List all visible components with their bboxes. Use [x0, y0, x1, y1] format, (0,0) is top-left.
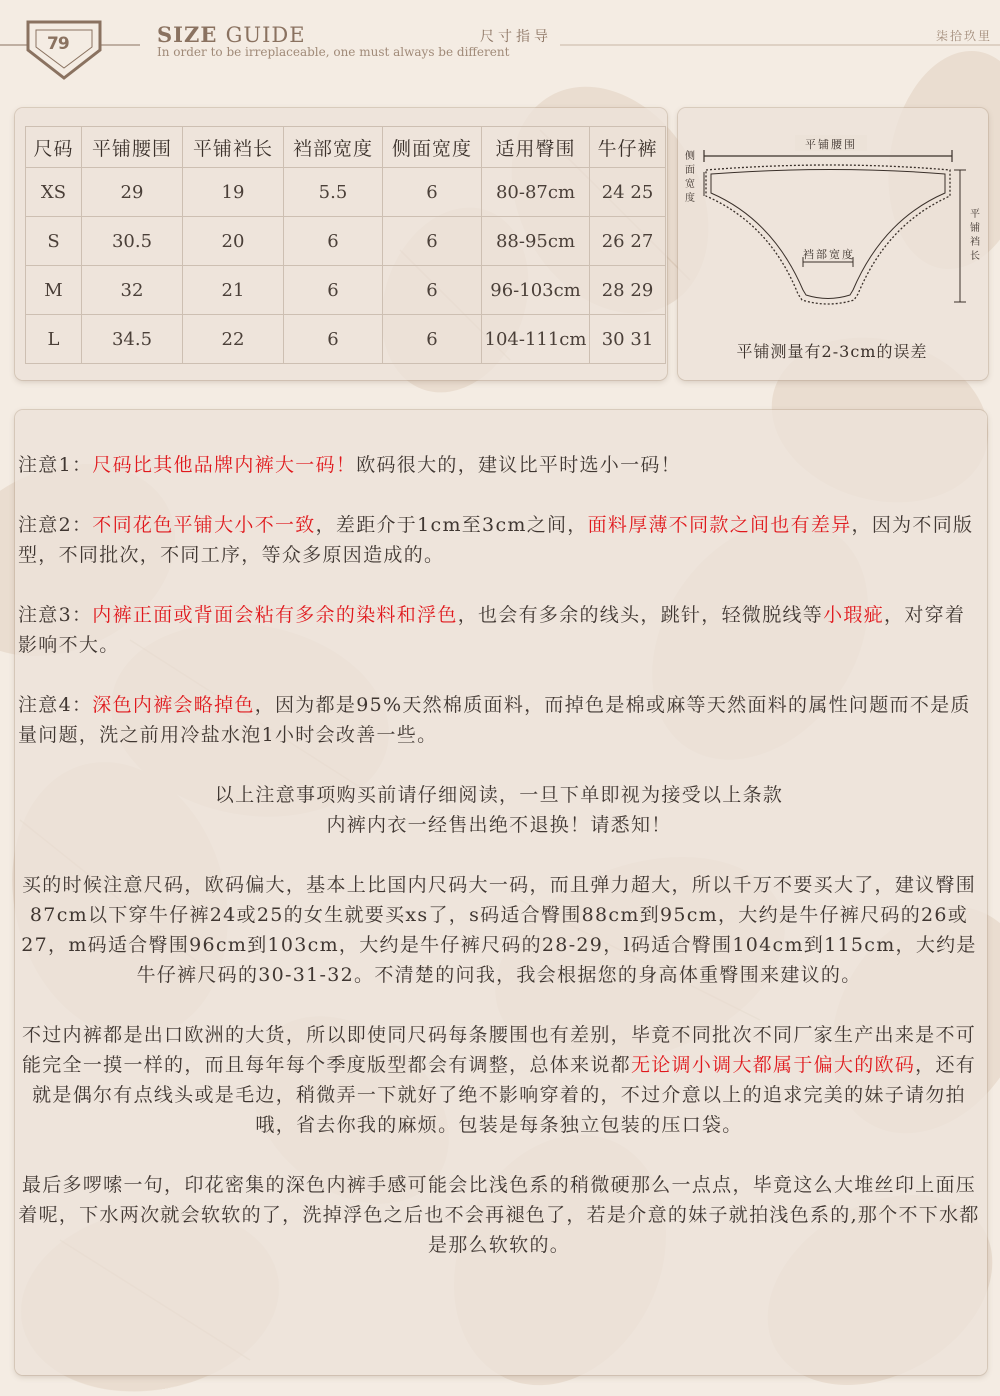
table-cell: 26 27: [590, 217, 666, 266]
note-text: ，对穿着影响不大。: [18, 604, 966, 656]
table-cell: 20: [183, 217, 284, 266]
header-cell: 平铺腰围: [82, 127, 183, 168]
note-text: 以上注意事项购买前请仔细阅读，一旦下单即视为接受以上条款: [214, 784, 784, 806]
header-cell: 平铺裆长: [183, 127, 284, 168]
waist-label: 平铺腰围: [805, 138, 857, 151]
table-cell: 28 29: [590, 266, 666, 315]
note-text: 内裤内衣一经售出绝不退换！请悉知！: [326, 814, 672, 836]
table-cell: 29: [82, 168, 183, 217]
note-text: 不过内裤都是出口欧洲的大货，所以即使同尺码每条腰围也有差别，毕竟不同批次不同厂家生产出来是不可能完全一摸一样的，而且每年每个季度版型都会有调整，总体来说都: [21, 1024, 977, 1076]
table-cell: 6: [383, 315, 482, 364]
table-cell: 30 31: [590, 315, 666, 364]
final-note: [18, 1170, 980, 1260]
side-label-2: 面: [685, 165, 695, 176]
header-cell: 牛仔裤: [590, 127, 666, 168]
note-text: 欧码很大的，建议比平时选小一码！: [356, 454, 682, 476]
table-cell: 6: [284, 315, 383, 364]
table-cell: 6: [383, 266, 482, 315]
export-notice: [18, 1020, 980, 1140]
table-cell: 6: [383, 168, 482, 217]
table-row: [26, 266, 666, 315]
note-highlight: 无论调小调大都属于偏大的欧码: [630, 1054, 916, 1076]
note-text: ，差距介于1cm至3cm之间，: [315, 514, 588, 536]
note-text: 注意1：: [18, 454, 93, 476]
table-cell: 104-111cm: [482, 315, 590, 364]
table-cell: 5.5: [284, 168, 383, 217]
length-label-3: 裆: [970, 237, 980, 248]
table-cell: 6: [284, 217, 383, 266]
length-label-1: 平: [970, 209, 980, 220]
header: [0, 0, 1000, 90]
size-cell: XS: [26, 168, 82, 217]
note-highlight: 小瑕疵: [823, 604, 885, 626]
side-label-4: 度: [685, 193, 695, 204]
note-text: ，也会有多余的线头，跳针，轻微脱线等: [457, 604, 824, 626]
table-cell: 19: [183, 168, 284, 217]
note-text: ，因为不同版型，不同批次，不同工序，等众多原因造成的。: [18, 514, 974, 566]
size-table: [25, 126, 666, 364]
measurement-note: 平铺测量有2-3cm的误差: [736, 342, 928, 361]
note-2: [18, 510, 980, 570]
page-subtitle: In order to be irreplaceable, one must always be different: [157, 45, 510, 59]
sizing-advice: [18, 870, 980, 990]
header-cell: 适用臀围: [482, 127, 590, 168]
length-label-4: 长: [970, 251, 980, 262]
table-cell: 32: [82, 266, 183, 315]
title-light: GUIDE: [225, 23, 306, 47]
table-cell: 30.5: [82, 217, 183, 266]
table-cell: 80-87cm: [482, 168, 590, 217]
note-highlight: 面料厚薄不同款之间也有差异: [587, 514, 852, 536]
note-1: [18, 450, 980, 480]
note-3: [18, 600, 980, 660]
side-label-3: 宽: [685, 179, 695, 190]
note-text: ，还有就是偶尔有点线头或是毛边，稍微弄一下就好了绝不影响穿着的，不过介意以上的追求完美的妹子请勿拍哦，省去你我的麻烦。包装是每条独立包装的压口袋。: [32, 1054, 977, 1136]
table-cell: 6: [383, 217, 482, 266]
table-row: [26, 315, 666, 364]
note-text: 注意2：: [18, 514, 93, 536]
title-bold: SIZE: [157, 22, 218, 47]
chinese-title: 尺寸指导: [480, 29, 552, 45]
note-highlight: 内裤正面或背面会粘有多余的染料和浮色: [92, 604, 458, 626]
table-row: [26, 217, 666, 266]
note-text: 注意4：: [18, 694, 93, 716]
header-cell: 裆部宽度: [284, 127, 383, 168]
table-cell: 22: [183, 315, 284, 364]
note-text: 注意3：: [18, 604, 93, 626]
page-title: [157, 22, 306, 47]
table-cell: 6: [284, 266, 383, 315]
length-label-2: 铺: [970, 223, 980, 234]
crotch-width-label: 裆部宽度: [803, 248, 855, 261]
note-4: [18, 690, 980, 750]
table-header-row: [26, 127, 666, 168]
table-row: [26, 168, 666, 217]
underwear-diagram: [682, 112, 987, 377]
size-cell: L: [26, 315, 82, 364]
table-cell: 21: [183, 266, 284, 315]
note-highlight: 尺码比其他品牌内裤大一码！: [92, 454, 357, 476]
table-cell: 24 25: [590, 168, 666, 217]
table-cell: 88-95cm: [482, 217, 590, 266]
size-cell: S: [26, 217, 82, 266]
size-cell: M: [26, 266, 82, 315]
notes-content: [18, 450, 980, 1290]
logo-icon: 79: [47, 34, 69, 54]
note-text: ，因为都是95%天然棉质面料，而掉色是棉或麻等天然面料的属性问题而不是质量问题，洗之前用冷盐水泡1小时会改善一些。: [18, 694, 971, 746]
table-cell: 34.5: [82, 315, 183, 364]
note-highlight: 不同花色平铺大小不一致: [92, 514, 316, 536]
table-cell: 96-103cm: [482, 266, 590, 315]
header-cell: 尺码: [26, 127, 82, 168]
note-text: 最后多啰嗦一句，印花密集的深色内裤手感可能会比浅色系的稍微硬那么一点点，毕竟这么大堆丝印上面压着呢，下水两次就会软软的了，洗掉浮色之后也不会再褪色了，若是介意的妹子就拍浅色系的,那个不下水都是那么软软的。: [18, 1174, 980, 1256]
brand-name: 柒拾玖里: [936, 29, 993, 43]
side-label-1: 侧: [685, 151, 695, 162]
note-highlight: 深色内裤会略掉色: [92, 694, 255, 716]
notice-warning: [18, 780, 980, 840]
note-text: 买的时候注意尺码，欧码偏大，基本上比国内尺码大一码，而且弹力超大，所以千万不要买大了，建议臀围87cm以下穿牛仔裤24或25的女生就要买xs了，s码适合臀围88cm到95cm，大约是牛仔裤尺码的26或27，m码适合臀围96cm到103cm，大约是牛仔裤尺码的28-29，l码适合臀围104cm到115cm，大约是牛仔裤尺码的30-31-32。不清楚的问我，我会根据您的身高体重臀围来建议的。: [21, 874, 977, 986]
header-cell: 侧面宽度: [383, 127, 482, 168]
